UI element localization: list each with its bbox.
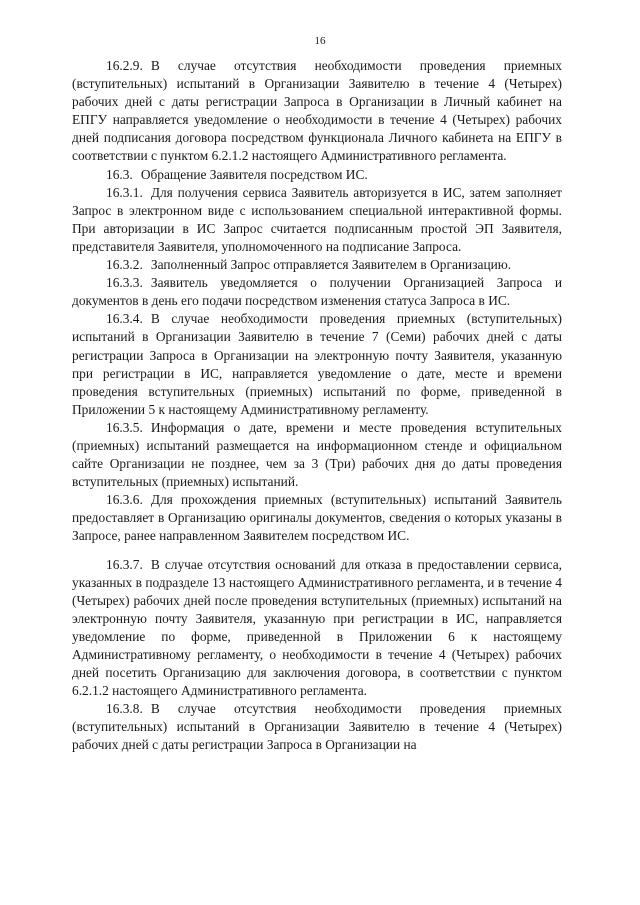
paragraph-16-3-6 <box>72 491 562 545</box>
paragraph-number: 16.3.6. <box>106 492 143 508</box>
paragraph-number: 16.3.4. <box>106 311 143 327</box>
paragraph-text: Обращение Заявителя посредством ИС. <box>140 166 368 182</box>
paragraph-number: 16.3.8. <box>106 701 143 717</box>
paragraph-text: Для получения сервиса Заявитель авторизуется в ИС, затем заполняет Запрос в электронном виде с использованием специальной интерактивной формы. При авторизации в ИС Запрос считается подписанным простой ЭП Заявителя, представителя Заявителя, уполномоченного на подписание Запроса. <box>72 184 562 254</box>
paragraph-number: 16.3. <box>106 166 133 182</box>
paragraph-number: 16.3.5. <box>106 419 143 435</box>
paragraph-text: Заполненный Запрос отправляется Заявителем в Организацию. <box>150 257 512 273</box>
paragraph-16-3-3 <box>72 274 562 310</box>
paragraph-16-3-4 <box>72 310 562 419</box>
paragraph-text: В случае необходимости проведения приемных (вступительных) испытаний в Организации Заявителю в течение 7 (Семи) рабочих дней с даты регистрации Запроса в Организации на электронную почту Заявителя, указанную при регистрации в ИС, направляется уведомление о дате, месте и времени проведения вступительных (приемных) испытаний по форме, приведенной в Приложении 5 к настоящему Административному регламенту. <box>72 311 562 417</box>
paragraph-16-3-2 <box>72 256 562 274</box>
paragraph-text: В случае отсутствия оснований для отказа в предоставлении сервиса, указанных в подразделе 13 настоящего Административного регламента, и в течение 4 (Четырех) рабочих дней после проведения вступительных (приемных) испытаний на электронную почту Заявителя, указанную при регистрации в ИС, направляется уведомление по форме, приведенной в Приложении 6 к настоящему Административному регламенту, о необходимости в течение 4 (Четырех) рабочих дней посетить Организацию для заключения договора, в соответствии с пунктом 6.2.1.2 настоящего Административного регламента. <box>72 556 562 699</box>
paragraph-text: Информация о дате, времени и месте проведения вступительных (приемных) испытаний размещается на информационном стенде и официальном сайте Организации не позднее, чем за 3 (Три) рабочих дня до даты проведения вступительных (приемных) испытаний. <box>72 419 562 490</box>
paragraph-number: 16.2.9. <box>106 58 143 73</box>
paragraph-text: В случае отсутствия необходимости проведения приемных (вступительных) испытаний в Организации Заявителю в течение 4 (Четырех) рабочих дней с даты регистрации Запроса в Организации в Личный кабинет на ЕПГУ направляется уведомление о необходимости в течение 4 (Четырех) рабочих дней подписания договора посредством функционала Личного кабинета на ЕПГУ в соответствии с пунктом 6.2.1.2 настоящего Административного регламента. <box>72 58 562 164</box>
paragraph-16-3-1 <box>72 184 562 256</box>
paragraph-number: 16.3.3. <box>106 275 143 291</box>
section-heading-16-3 <box>72 166 562 184</box>
paragraph-16-2-9 <box>72 57 562 166</box>
paragraph-16-3-7 <box>72 556 562 701</box>
paragraph-16-3-5 <box>72 419 562 491</box>
paragraph-number: 16.3.2. <box>106 257 143 273</box>
paragraph-text: В случае отсутствия необходимости проведения приемных (вступительных) испытаний в Организации Заявителю в течение 4 (Четырех) рабочих дней с даты регистрации Запроса в Организации на <box>72 701 562 753</box>
paragraph-text: Для прохождения приемных (вступительных) испытаний Заявитель предоставляет в Организацию оригиналы документов, сведения о которых указаны в Запросе, ранее направленном Заявителем посредством ИС. <box>72 492 562 544</box>
page-body <box>72 57 562 755</box>
paragraph-text: Заявитель уведомляется о получении Организацией Запроса и документов в день его подачи посредством изменения статуса Запроса в ИС. <box>72 275 562 309</box>
paragraph-number: 16.3.7. <box>106 556 143 572</box>
paragraph-16-3-8 <box>72 700 562 754</box>
page-number: 16 <box>314 35 326 47</box>
paragraph-number: 16.3.1. <box>106 184 143 200</box>
